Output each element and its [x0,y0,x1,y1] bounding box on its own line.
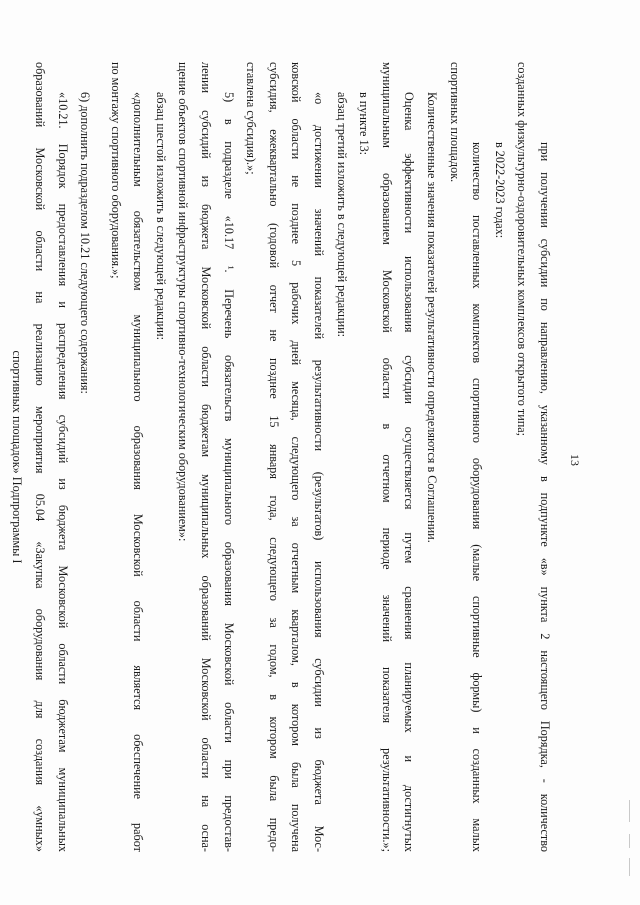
text-line: спортивных площадок. [447,62,462,183]
scan-edge-marks [620,800,630,880]
text-line: муниципальным образованием Московской области в отчетном периоде значений показателя результативности.»; [379,62,394,852]
text-line: щение объектов спортивной инфраструктуры спортивно-технологическим оборудованием»: [176,62,191,542]
text-line: «10.21. Порядок предоставления и распределения субсидий из бюджета Московской области бюджетам муниципальных [55,92,70,852]
text-line: ставлена субсидия).»; [244,62,259,175]
text-line: Оценка эффективности использования субсидии осуществляется путем сравнения планируемых и достигнутых [402,92,417,852]
text-line: созданных физкультурно-оздоровительных комплексов открытого типа; [515,62,530,437]
text-line: субсидия, ежеквартально (годовой отчет не позднее 15 января года, следующего за годом, в котором была предо- [266,62,281,852]
text-line: при получении субсидии по направлению, указанному в подпункте «в» пункта 2 настоящего Порядка, - количество [538,142,552,852]
text-line: «дополнительным обязательством муниципального образования Московской области является обеспечение работ [131,92,146,852]
text-line: образований Московской области на реализацию мероприятия 05.04 «Закупка оборудования для создания «умных» [32,62,47,852]
text-line: ковской области не позднее 5 рабочих дней месяца, следующего за отчетным кварталом, в котором была получена [289,62,304,852]
text-line: лении субсидий из бюджета Московской области бюджетам муниципальных образований Московской области на осна- [199,62,214,852]
page-number: 13 [568,454,582,466]
text-line: спортивных площадок» Подпрограммы I [10,350,25,564]
text-line: 6) дополнить подразделом 10.21 следующего содержания: [78,92,93,394]
text-line: количество поставленных комплектов спортивного оборудования (малые спортивные формы) и созданных малых [470,142,485,852]
text-line: абзац третий изложить в следующей редакции: [334,92,349,338]
text-line: в пункте 13: [357,92,372,156]
text-line: 5) в подразделе «10.17 ¹. Перечень обязательств муниципального образования Московской области при предостав- [221,92,236,852]
text-line: абзац шестой изложить в следующей редакции: [153,92,168,340]
body-text [6,62,556,852]
text-line: «о достижении значений показателей результативности (результатов) использования субсидии из бюджета Мос- [312,92,327,852]
text-line: по монтажу спортивного оборудования.»; [108,62,123,279]
text-line: в 2022-2023 годах: [492,142,507,239]
rotated-text-block [10,62,582,852]
text-line: Количественные значения показателей результативности определяются в Соглашении. [425,92,440,543]
